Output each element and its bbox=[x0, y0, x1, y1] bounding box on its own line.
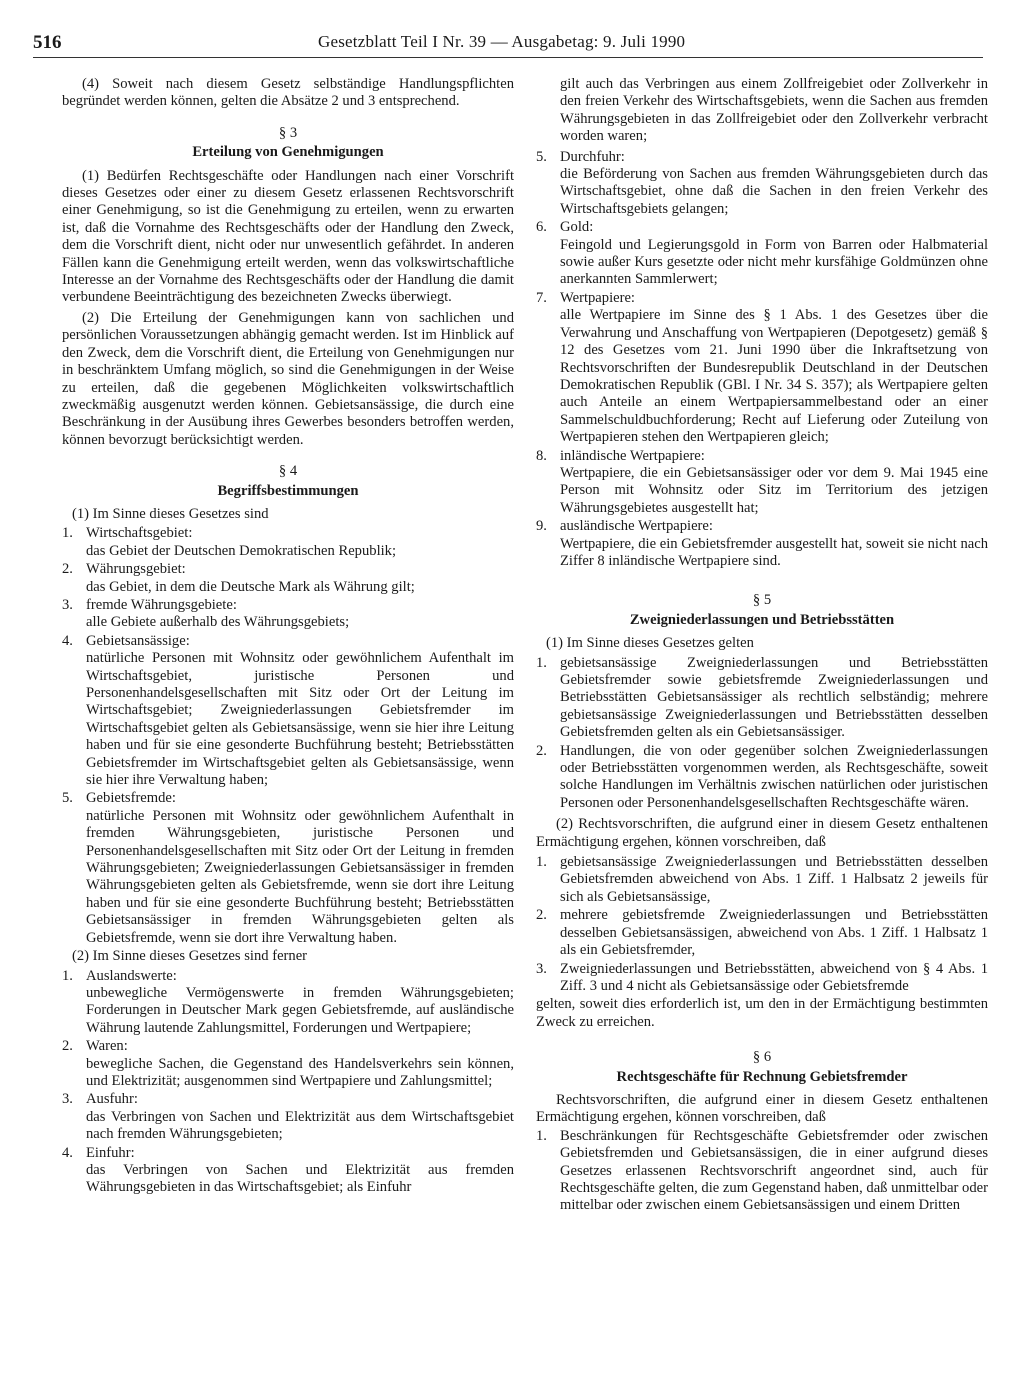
item-text: Wertpapiere, die ein Gebietsansässiger oder vor dem 9. Mai 1945 eine Person mit Wohnsitz oder Sitz im Territorium des jetzigen Währungsgebietes ausgestellt hat; bbox=[560, 464, 988, 516]
section-4-number: § 4 bbox=[278, 463, 298, 480]
section-5-intro-2: (2) Rechtsvorschriften, die aufgrund einer in diesem Gesetz enthaltenen Ermächtigung ergehen, können vorschreiben, daß bbox=[536, 816, 988, 850]
item-number: 3. bbox=[62, 596, 73, 613]
item-term: Gold: bbox=[560, 219, 594, 236]
item-number: 6. bbox=[536, 219, 547, 236]
item-text: natürliche Personen mit Wohnsitz oder gewöhnlichem Aufenthalt in fremden Währungsgebieten, juristische Personen und Personenhandelsgesellschaften mit Sitz oder Ort der Leitung in fremden Währungsgebieten; Zweigniederlassungen Gebietsansässiger in fremden Währungsgebieten gelten als Gebietsfremde, wenn sie dort ihre Leitung haben und für sie eine gesonderte Buchführung besteht; Betriebsstätten Gebietsansässiger in fremden Währungsgebieten gelten als Gebietsfremde, wenn sie dort ihre Verwaltung haben. bbox=[86, 807, 514, 946]
definition-item bbox=[536, 518, 988, 570]
item-text: Beschränkungen für Rechtsgeschäfte Gebietsfremder oder zwischen Gebietsfremden und Gebietsansässigen, die in einer aufgrund dieses Gesetzes erlassenen Rechtsvorschrift angeordnet sind, auch für Rechtsgeschäfte gelten, die zum Gegenstand haben, daß unmittelbar oder mittelbar oder zwischen einem Gebietsansässigen und einem Dritten bbox=[560, 1127, 988, 1214]
item-text: das Gebiet, in dem die Deutsche Mark als Währung gilt; bbox=[86, 578, 415, 595]
section-6-title: Rechtsgeschäfte für Rechnung Gebietsfremder bbox=[616, 1068, 908, 1085]
definition-item bbox=[62, 597, 514, 632]
item-text: bewegliche Sachen, die Gegenstand des Handelsverkehrs sein können, und Elektrizität; ausgenommen sind Wertpapiere und Zahlungsmittel; bbox=[86, 1055, 514, 1089]
section-3-number: § 3 bbox=[278, 124, 298, 141]
section-3-paragraph-2: (2) Die Erteilung der Genehmigungen kann von sachlichen und persönlichen Voraussetzungen abhängig gemacht werden. Ist im Hinblick auf den Zweck, dem die Vorschrift dient, die Erteilung von Genehmigungen nur in beschränktem Umfang möglich, so sind die Genehmigungen in der Weise zu erteilen, daß die gegebenen Möglichkeiten volkswirtschaftlich zweckmäßig ausgenutzt werden können. Gebietsansässige, die durch eine Beschränkung in der Ausübung ihres Gewerbes besonders betroffen werden, können bevorzugt berücksichtigt werden. bbox=[62, 309, 514, 448]
s2-paragraph-4: (4) Soweit nach diesem Gesetz selbständige Handlungspflichten begründet werden können, gelten die Absätze 2 und 3 entsprechend. bbox=[62, 76, 514, 110]
einfuhr-continuation: gilt auch das Verbringen aus einem Zollfreigebiet oder Zollverkehr in den freien Verkehr des Wirtschaftsgebiets, wenn die Sachen aus fremden Währungsgebieten in das Zollfreigebiet oder den Zollverkehr verbracht worden waren; bbox=[560, 76, 988, 145]
item-term: Wertpapiere: bbox=[560, 289, 635, 306]
section-6-number: § 6 bbox=[752, 1049, 772, 1066]
item-term: Durchfuhr: bbox=[560, 148, 625, 165]
item-text: gebietsansässige Zweigniederlassungen und Betriebsstätten desselben Gebietsfremden abweichend von Abs. 1 Ziff. 1 Halbsatz 2 jeweils für sich als Gebietsansässige, bbox=[560, 854, 988, 905]
item-text: natürliche Personen mit Wohnsitz oder gewöhnlichem Aufenthalt im Wirtschaftsgebiet, juristische Personen und Personenhandelsgesellschaften mit Sitz oder Ort der Leitung im Wirtschaftsgebiet; Zweigniederlassungen Gebietsfremder im Wirtschaftsgebiet gelten als Gebietsansässige, wenn sie hier ihre Leitung haben und für sie eine gesonderte Buchführung besteht; Betriebsstätten Gebietsfremder im Wirtschaftsgebiet gelten als Gebietsansässige, wenn sie hier ihre Verwaltung haben; bbox=[86, 650, 514, 789]
definition-item bbox=[62, 790, 514, 947]
item-term: Ausfuhr: bbox=[86, 1091, 138, 1108]
list-item bbox=[536, 961, 988, 996]
section-6-intro: Rechtsvorschriften, die aufgrund einer in diesem Gesetz enthaltenen Ermächtigung ergehen, können vorschreiben, daß bbox=[536, 1091, 988, 1126]
item-number: 2. bbox=[62, 1038, 73, 1055]
item-number: 2. bbox=[536, 907, 547, 924]
item-number: 5. bbox=[536, 148, 547, 165]
section-5-intro-1: (1) Im Sinne dieses Gesetzes gelten bbox=[546, 635, 754, 652]
list-item bbox=[536, 1128, 988, 1215]
definition-item bbox=[62, 968, 514, 1038]
item-term: Wirtschaftsgebiet: bbox=[86, 525, 193, 542]
item-number: 2. bbox=[62, 561, 73, 578]
item-number: 1. bbox=[536, 854, 547, 871]
page-header bbox=[33, 32, 983, 56]
section-5-title: Zweigniederlassungen und Betriebsstätten bbox=[629, 611, 895, 628]
list-item bbox=[536, 743, 988, 813]
item-number: 7. bbox=[536, 289, 547, 306]
item-text: Handlungen, die von oder gegenüber solchen Zweigniederlassungen oder Betriebsstätten vorgenommen werden, als Rechtsgeschäfte, soweit solche Handlungen im Verhältnis zwischen natürlichen oder juristischen Personen oder Personenhandelsgesellschaften Rechtsgeschäfte wären. bbox=[560, 742, 988, 811]
item-number: 9. bbox=[536, 518, 547, 535]
item-text: alle Wertpapiere im Sinne des § 1 Abs. 1 des Gesetzes über die Verwahrung und Anschaffung von Wertpapieren (Depotgesetz) gemäß § 12 des Gesetzes vom 21. Juni 1990 über die Inkraftsetzung von Rechtsvorschriften der Bundesrepublik Deutschland in der Deutschen Demokratischen Republik (GBl. I Nr. 34 S. 357); als Wertpapiere gelten auch Anteile an einem Wertpapiersammelbestand oder an einer Sammelschuldbuchforderung; Recht auf Lieferung oder Zuteilung von Wertpapieren stehen den Wertpapieren gleich; bbox=[560, 307, 988, 446]
definition-item bbox=[536, 448, 988, 518]
list-item bbox=[536, 655, 988, 742]
item-number: 2. bbox=[536, 742, 547, 759]
item-text: unbewegliche Vermögenswerte in fremden Währungsgebieten; Forderungen in Deutscher Mark gegen Gebietsfremde, auf ausländische Währung lautende Zahlungsmittel, Forderungen und Wertpapiere; bbox=[86, 984, 514, 1036]
page-number: 516 bbox=[33, 32, 62, 53]
item-term: ausländische Wertpapiere: bbox=[560, 518, 713, 535]
item-term: fremde Währungsgebiete: bbox=[86, 596, 237, 613]
item-term: Auslandswerte: bbox=[86, 967, 177, 984]
section-3-title: Erteilung von Genehmigungen bbox=[192, 144, 384, 161]
left-column bbox=[62, 76, 514, 1198]
item-text: das Verbringen von Sachen und Elektrizität aus dem Wirtschaftsgebiet nach fremden Währungsgebieten; bbox=[86, 1108, 514, 1143]
item-number: 3. bbox=[536, 960, 547, 977]
definition-item bbox=[62, 1145, 514, 1197]
right-column bbox=[536, 76, 988, 1216]
item-term: Einfuhr: bbox=[86, 1144, 135, 1161]
item-text: die Beförderung von Sachen aus fremden Währungsgebieten durch das Wirtschaftsgebiet, ohne daß die Sachen in den freien Verkehr des Wirtschaftsgebiets gelangen; bbox=[560, 166, 988, 217]
item-term: Waren: bbox=[86, 1038, 128, 1055]
running-head: Gesetzblatt Teil I Nr. 39 — Ausgabetag: 9. Juli 1990 bbox=[318, 32, 686, 51]
item-text: Zweigniederlassungen und Betriebsstätten, abweichend von § 4 Abs. 1 Ziff. 3 und 4 nicht als Gebietsansässige oder Gebietsfremde bbox=[560, 960, 988, 994]
item-term: Währungsgebiet: bbox=[86, 561, 186, 578]
section-4-intro-1: (1) Im Sinne dieses Gesetzes sind bbox=[72, 505, 269, 522]
item-text: Wertpapiere, die ein Gebietsfremder ausgestellt hat, soweit sie nicht nach Ziffer 8 inländische Wertpapiere sind. bbox=[560, 535, 988, 569]
item-number: 8. bbox=[536, 447, 547, 464]
section-4-intro-2: (2) Im Sinne dieses Gesetzes sind ferner bbox=[72, 948, 308, 965]
section-5-number: § 5 bbox=[752, 592, 772, 609]
item-number: 4. bbox=[62, 632, 73, 649]
list-item bbox=[536, 907, 988, 959]
section-4-title: Begriffsbestimmungen bbox=[217, 482, 359, 499]
item-number: 1. bbox=[62, 967, 73, 984]
definition-item bbox=[62, 525, 514, 560]
item-number: 1. bbox=[62, 525, 73, 542]
item-term: Gebietsansässige: bbox=[86, 632, 190, 649]
item-text: gebietsansässige Zweigniederlassungen und Betriebsstätten Gebietsfremder sowie gebietsfremde Zweigniederlassungen und Betriebsstätten Gebietsansässiger als rechtlich selbständig; mehrere gebietsansässige Zweigniederlassungen und Betriebsstätten desselben Gebietsfremden gelten als ein Gebietsansässiger. bbox=[560, 654, 988, 741]
item-text: das Gebiet der Deutschen Demokratischen Republik; bbox=[86, 542, 397, 559]
item-term: inländische Wertpapiere: bbox=[560, 447, 705, 464]
item-number: 3. bbox=[62, 1091, 73, 1108]
item-number: 4. bbox=[62, 1144, 73, 1161]
item-number: 1. bbox=[536, 654, 547, 671]
header-rule bbox=[33, 57, 983, 58]
definition-item bbox=[62, 1038, 514, 1090]
definition-item bbox=[62, 1091, 514, 1143]
item-number: 1. bbox=[536, 1127, 547, 1144]
definition-item bbox=[536, 219, 988, 289]
item-number: 5. bbox=[62, 790, 73, 807]
item-text: Feingold und Legierungsgold in Form von Barren oder Halbmaterial sowie außer Kurs gesetzte oder nicht mehr kursfähige Goldmünzen ohne anerkannten Sammlerwert; bbox=[560, 236, 988, 288]
definition-item bbox=[536, 149, 988, 219]
item-text: alle Gebiete außerhalb des Währungsgebiets; bbox=[86, 614, 350, 631]
item-text: mehrere gebietsfremde Zweigniederlassungen und Betriebsstätten desselben Gebietsansässigen, abweichend von Abs. 1 Ziff. 1 Halbsatz 1 als ein Gebietsfremder, bbox=[560, 907, 988, 959]
definition-item bbox=[62, 633, 514, 790]
item-text: das Verbringen von Sachen und Elektrizität aus fremden Währungsgebieten in das Wirtschaftsgebiet; als Einfuhr bbox=[86, 1161, 514, 1196]
item-term: Gebietsfremde: bbox=[86, 790, 176, 807]
definition-item bbox=[62, 561, 514, 596]
definition-item bbox=[536, 290, 988, 447]
list-item bbox=[536, 854, 988, 906]
section-3-paragraph-1: (1) Bedürfen Rechtsgeschäfte oder Handlungen nach einer Vorschrift dieses Gesetzes oder einer zu diesem Gesetz erlassenen Rechtsvorschrift einer Genehmigung, so ist die Genehmigung zu erteilen, wenn zu erwarten ist, daß die Vornahme des Rechtsgeschäfts oder der Handlung den Zweck, dem die Vorschrift dient, nicht oder nur unwesentlich gefährdet. In anderen Fällen kann die Genehmigung erteilt werden, wenn das volkswirtschaftliche Interesse an der Vornahme des Rechtsgeschäfts oder der Handlung die damit verbundene Beeinträchtigung des bezeichneten Zwecks überwiegt. bbox=[62, 167, 514, 306]
section-5-closing: gelten, soweit dies erforderlich ist, um den in der Ermächtigung bestimmten Zweck zu erreichen. bbox=[536, 996, 988, 1030]
